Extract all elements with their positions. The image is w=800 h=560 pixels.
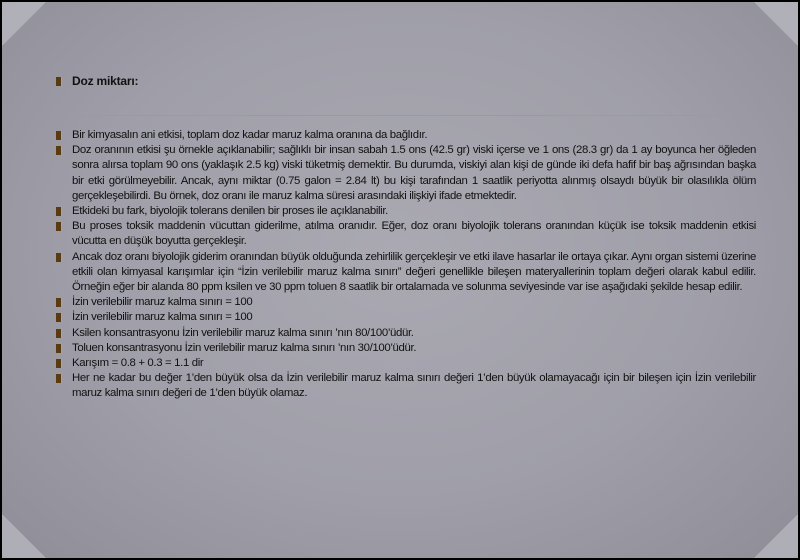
list-item-text: Toluen konsantrasyonu İzin verilebilir maruz kalma sınırı ’nın 30/100’üdür.: [72, 341, 417, 354]
slide-heading: Doz miktarı:: [72, 74, 139, 88]
bullet-icon: [56, 253, 61, 262]
bullet-icon: [56, 298, 61, 307]
bullet-icon: [56, 313, 61, 322]
list-item: [56, 250, 756, 296]
bullet-icon: [56, 344, 61, 353]
list-item: [56, 371, 756, 401]
list-item-text: Bu proses toksik maddenin vücuttan giderilme, atılma oranıdır. Eğer, doz oranı biyolojik tolerans oranından küçük ise toksik maddenin etkisi vücutta en düşük boyutta gerçekleşir.: [72, 220, 756, 248]
divider-line: [66, 115, 756, 116]
list-item-text: Karışım = 0.8 + 0.3 = 1.1 dir: [72, 357, 204, 370]
bullet-icon: [56, 146, 61, 155]
bullet-icon: [56, 222, 61, 231]
list-item: [56, 326, 756, 341]
list-item-text: Ancak doz oranı biyolojik giderim oranından büyük olduğunda zehirlilik gerçekleşir ve etki ilave hasarlar ile ortaya çıkar. Aynı organ sistemi üzerine etkili olan kimyasal karışımlar için “İzin verilebilir maruz kalma sınırı” değeri genellikle bileşen materyallerinin toplam değeri olarak kabul edilir. Örneğin eğer bir alanda 80 ppm ksilen ve 30 ppm toluen 8 saatlik bir ortalamada ve solunma seviyesinde var ise aşağıdaki şekilde hesap edilir.: [72, 250, 756, 294]
bullet-icon: [56, 207, 61, 216]
list-item-text: Ksilen konsantrasyonu İzin verilebilir maruz kalma sınırı ’nın 80/100’üdür.: [72, 326, 414, 339]
bullet-icon: [56, 77, 61, 86]
bullet-icon: [56, 131, 61, 140]
list-item: [56, 310, 756, 325]
list-item-text: Bir kimyasalın ani etkisi, toplam doz kadar maruz kalma oranına da bağlıdır.: [72, 129, 428, 141]
list-item-text: Doz oranının etkisi şu örnekle açıklanabilir; sağlıklı bir insan sabah 1.5 ons (42.5 gr) viski içerse ve 1 ons (28.3 gr) da 1 ay boyunca her öğleden sonra alırsa toplam 90 ons (yaklaşık 2.5 kg) viski tüketmiş demektir. Bu durumda, viskiyi alan kişi de günde iki defa hafif bir baş ağrısından başka bir etki görülmeyebilir. Ancak, aynı miktar (0.75 galon = 2.84 lt) bu kişi tarafından 1 saatlik periyotta alınmış olsaydı büyük bir olasılıkla ölüm gerçekleşebilirdi. Bu örnek, doz oranı ile maruz kalma süresi arasındaki ilişkiyi ifade etmektedir.: [72, 144, 756, 202]
list-item-text: İzin verilebilir maruz kalma sınırı = 100: [72, 296, 253, 309]
list-item: [56, 204, 756, 219]
list-item: [56, 341, 756, 356]
heading-row: [56, 74, 138, 88]
corner-decoration: [754, 514, 798, 558]
corner-decoration: [2, 2, 46, 46]
list-item: [56, 295, 756, 310]
bullet-icon: [56, 329, 61, 338]
bullet-icon: [56, 374, 61, 383]
bullet-icon: [56, 359, 61, 368]
bullet-list: [56, 128, 756, 402]
list-item-text: İzin verilebilir maruz kalma sınırı = 100: [72, 311, 253, 324]
list-item-text: Her ne kadar bu değer 1’den büyük olsa da İzin verilebilir maruz kalma sınırı değeri 1’den büyük olamayacağı için bir bileşen için İzin verilebilir maruz kalma sınırı değeri de 1’den büyük olamaz.: [72, 372, 756, 400]
list-item: [56, 143, 756, 204]
list-item-text: Etkideki bu fark, biyolojik tolerans denilen bir proses ile açıklanabilir.: [72, 205, 388, 218]
corner-decoration: [754, 2, 798, 46]
list-item: [56, 128, 756, 143]
list-item: [56, 356, 756, 371]
corner-decoration: [2, 514, 46, 558]
list-item: [56, 219, 756, 249]
